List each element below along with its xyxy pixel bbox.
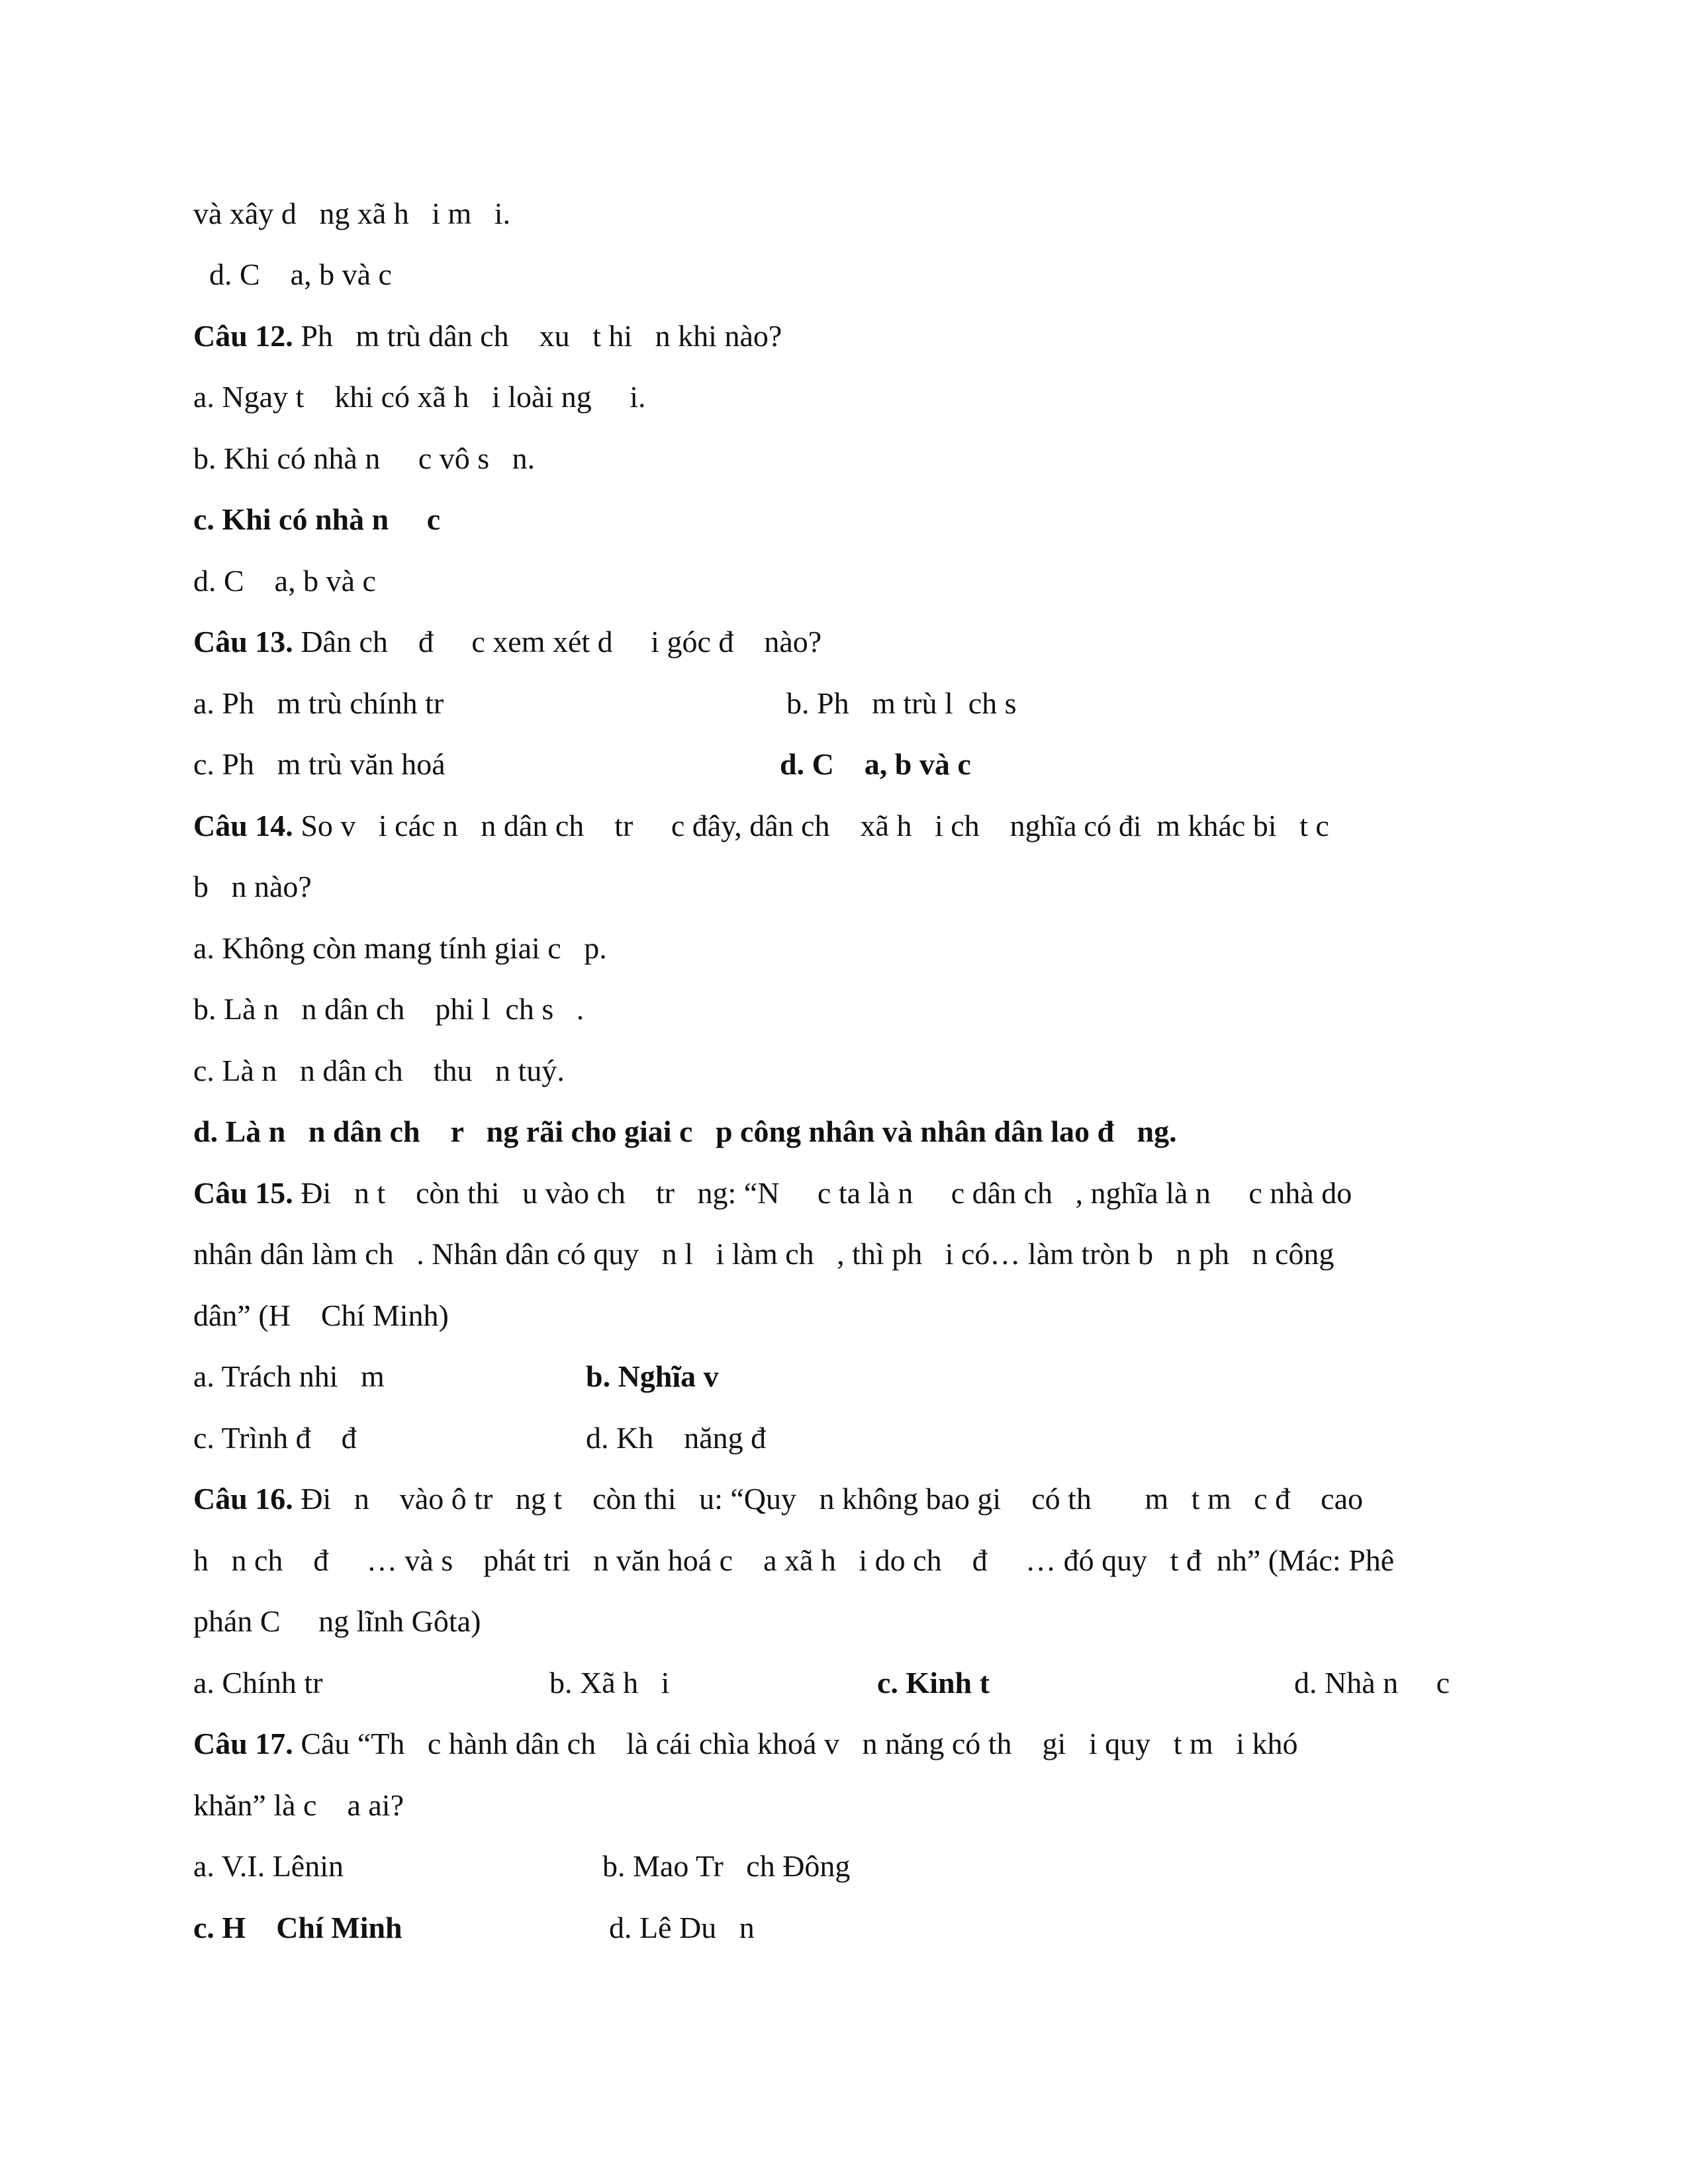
answer-option: a. Không còn mang tính giai c p.: [193, 931, 607, 965]
question-text: So v i các n n dân ch tr c đây, dân ch xã h i ch ngh: [293, 809, 1056, 842]
question-15: [193, 1178, 1352, 1208]
answer-option: b. Là n n dân ch phi l ch s .: [193, 992, 585, 1026]
answer-option: c. Trình đ đ: [193, 1421, 357, 1455]
answer-option: b. Xã h i: [549, 1666, 670, 1700]
question-13: [193, 627, 821, 657]
answer-option: a. Trách nhi m: [193, 1359, 385, 1393]
question-text: h n ch đ … và s phát tri n văn hoá c a xã h i do ch đ … đó quy t đ nh” (Mác: Phê: [193, 1543, 1395, 1577]
question-12: [193, 321, 782, 351]
answer-option: d. Kh năng đ: [586, 1421, 767, 1455]
question-text: Dân ch đ c xem xét d i góc đ nào?: [293, 625, 822, 659]
answer-option: d. C a, b và c: [193, 564, 376, 598]
question-17: [193, 1729, 1297, 1759]
answer-option: b. Mao Tr ch Đông: [602, 1849, 851, 1883]
answer-option: a. Chính tr: [193, 1666, 323, 1700]
answer-option: b. Khi có nhà n c vô s n.: [193, 441, 536, 475]
question-text: khăn” là c a ai?: [193, 1788, 404, 1822]
answer-option: d. Nhà n c: [1294, 1666, 1450, 1700]
question-text: dân” (H Chí Minh): [193, 1298, 449, 1332]
answer-option: a. V.I. Lênin: [193, 1849, 344, 1883]
question-label: Câu 14.: [193, 809, 293, 842]
answer-option: c. Ph m trù văn hoá: [193, 747, 445, 781]
question-text: Câu “Th c hành dân ch là cái chìa khoá v n năng có th gi i quy t m i khó: [293, 1727, 1298, 1760]
question-label: Câu 16.: [193, 1482, 293, 1516]
answer-option: a. Ngay t khi có xã h i loài ng i.: [193, 380, 646, 414]
question-text: nhân dân làm ch . Nhân dân có quy n l i làm ch , thì ph i có… làm tròn b n ph n công: [193, 1237, 1335, 1271]
question-label: Câu 15.: [193, 1176, 293, 1210]
question-text: Đi n vào ô tr ng t còn thi u: “Quy n không bao gi có th m t m c đ cao: [293, 1482, 1363, 1516]
answer-option: a. Ph m trù chính tr: [193, 686, 444, 720]
correct-answer: c. Khi có nhà n c: [193, 502, 441, 536]
question-14: [193, 811, 1329, 841]
correct-answer: d. C a, b và c: [780, 747, 971, 781]
question-text: Ph m trù dân ch xu t hi n khi nào?: [293, 319, 782, 353]
answer-option: d. Lê Du n: [609, 1911, 755, 1944]
question-text: phán C ng lĩnh Gôta): [193, 1604, 481, 1638]
answer-option: d. C a, b và c: [209, 257, 392, 291]
answer-option: c. Là n n dân ch thu n tuý.: [193, 1054, 565, 1087]
correct-answer: c. Kinh t: [877, 1666, 990, 1700]
correct-answer: d. Là n n dân ch r ng rãi cho giai c p công nhân và nhân dân lao đ ng.: [193, 1115, 1177, 1148]
question-text: ĩa có đi: [1055, 810, 1142, 842]
question-label: Câu 12.: [193, 319, 293, 353]
question-label: Câu 17.: [193, 1727, 293, 1760]
answer-option: b. Ph m trù l ch s: [786, 686, 1017, 720]
correct-answer: c. H Chí Minh: [193, 1911, 402, 1944]
question-label: Câu 13.: [193, 625, 293, 659]
correct-answer: b. Nghĩa v: [586, 1359, 719, 1393]
question-text: m khác bi t c: [1141, 809, 1329, 842]
text-line: và xây d ng xã h i m i.: [193, 197, 511, 230]
question-text: b n nào?: [193, 870, 312, 903]
question-16: [193, 1484, 1363, 1514]
question-text: Đi n t còn thi u vào ch tr ng: “N c ta là n c dân ch , nghĩa là n c nhà do: [293, 1176, 1352, 1210]
